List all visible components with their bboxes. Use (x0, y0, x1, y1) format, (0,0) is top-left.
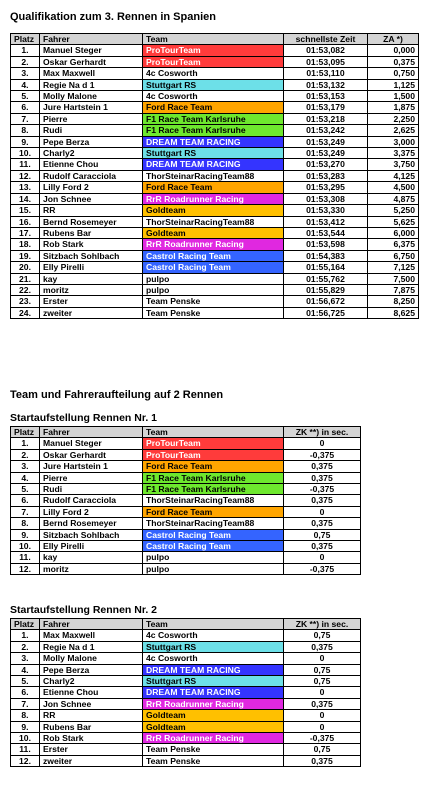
cell-fahrer: Bernd Rosemeyer (40, 518, 143, 529)
cell-fahrer: Jon Schnee (40, 698, 143, 709)
table-row (11, 653, 361, 664)
cell-platz: 14. (11, 193, 40, 204)
cell-platz: 10. (11, 148, 40, 159)
cell-team: Goldteam (143, 205, 284, 216)
table-row (11, 250, 419, 261)
cell-fahrer: moritz (40, 563, 143, 574)
table-row (11, 216, 419, 227)
cell-zk: 0,375 (284, 461, 361, 472)
cell-fahrer: zweiter (40, 307, 143, 318)
cell-platz: 4. (11, 79, 40, 90)
cell-platz: 1. (11, 630, 40, 641)
cell-platz: 15. (11, 205, 40, 216)
cell-team: ProTourTeam (143, 449, 284, 460)
cell-fahrer: kay (40, 273, 143, 284)
cell-zeit: 01:53,544 (284, 227, 368, 238)
cell-team: Stuttgart RS (143, 676, 284, 687)
cell-zk: 0,375 (284, 541, 361, 552)
cell-zk: 0,375 (284, 472, 361, 483)
cell-platz: 7. (11, 506, 40, 517)
cell-zk: 0 (284, 721, 361, 732)
cell-zk: 0 (284, 653, 361, 664)
cell-fahrer: RR (40, 205, 143, 216)
table-row (11, 307, 419, 318)
cell-fahrer: Etienne Chou (40, 159, 143, 170)
cell-team: DREAM TEAM RACING (143, 159, 284, 170)
cell-fahrer: RR (40, 710, 143, 721)
col-fahrer: Fahrer (40, 619, 143, 630)
cell-fahrer: Rob Stark (40, 733, 143, 744)
cell-team: F1 Race Team Karlsruhe (143, 472, 284, 483)
cell-platz: 18. (11, 239, 40, 250)
cell-za: 4,875 (368, 193, 419, 204)
cell-team: pulpo (143, 273, 284, 284)
col-zeit: schnellste Zeit (284, 34, 368, 45)
table-row (11, 45, 419, 56)
cell-platz: 12. (11, 755, 40, 766)
cell-za: 0,750 (368, 68, 419, 79)
cell-fahrer: Regie Na d 1 (40, 79, 143, 90)
cell-za: 8,625 (368, 307, 419, 318)
table-row (11, 159, 419, 170)
cell-fahrer: Lilly Ford 2 (40, 182, 143, 193)
cell-zk: -0,375 (284, 733, 361, 744)
cell-fahrer: Sitzbach Sohlbach (40, 250, 143, 261)
cell-zeit: 01:53,132 (284, 79, 368, 90)
cell-team: Castrol Racing Team (143, 262, 284, 273)
cell-team: 4c Cosworth (143, 91, 284, 102)
cell-fahrer: Erster (40, 744, 143, 755)
cell-team: ThorSteinarRacingTeam88 (143, 170, 284, 181)
cell-platz: 13. (11, 182, 40, 193)
table-row (11, 136, 419, 147)
cell-team: Team Penske (143, 744, 284, 755)
cell-fahrer: Elly Pirelli (40, 262, 143, 273)
cell-zeit: 01:53,249 (284, 148, 368, 159)
cell-zeit: 01:53,330 (284, 205, 368, 216)
table-row (11, 563, 361, 574)
table-row (11, 506, 361, 517)
cell-zeit: 01:53,295 (284, 182, 368, 193)
table-row (11, 541, 361, 552)
cell-za: 4,125 (368, 170, 419, 181)
cell-fahrer: Manuel Steger (40, 438, 143, 449)
cell-platz: 7. (11, 113, 40, 124)
cell-fahrer: Rudolf Caracciola (40, 495, 143, 506)
cell-platz: 17. (11, 227, 40, 238)
col-team: Team (143, 34, 284, 45)
cell-fahrer: Molly Malone (40, 653, 143, 664)
cell-zeit: 01:55,164 (284, 262, 368, 273)
cell-zk: 0,375 (284, 698, 361, 709)
cell-team: F1 Race Team Karlsruhe (143, 125, 284, 136)
cell-za: 7,500 (368, 273, 419, 284)
cell-zeit: 01:53,218 (284, 113, 368, 124)
cell-zeit: 01:53,153 (284, 91, 368, 102)
table-row (11, 641, 361, 652)
cell-zk: 0,375 (284, 495, 361, 506)
cell-platz: 7. (11, 698, 40, 709)
cell-fahrer: Elly Pirelli (40, 541, 143, 552)
table-row (11, 552, 361, 563)
table-row (11, 518, 361, 529)
cell-team: pulpo (143, 563, 284, 574)
cell-zk: 0 (284, 438, 361, 449)
cell-platz: 24. (11, 307, 40, 318)
table-row (11, 56, 419, 67)
cell-zk: -0,375 (284, 449, 361, 460)
cell-team: ThorSteinarRacingTeam88 (143, 518, 284, 529)
cell-zk: 0,375 (284, 755, 361, 766)
cell-za: 6,375 (368, 239, 419, 250)
cell-fahrer: Etienne Chou (40, 687, 143, 698)
cell-platz: 12. (11, 563, 40, 574)
cell-za: 4,500 (368, 182, 419, 193)
cell-za: 6,750 (368, 250, 419, 261)
cell-zeit: 01:53,270 (284, 159, 368, 170)
cell-zeit: 01:53,082 (284, 45, 368, 56)
table-row (11, 193, 419, 204)
table-row (11, 102, 419, 113)
cell-fahrer: Molly Malone (40, 91, 143, 102)
cell-zk: 0,75 (284, 664, 361, 675)
cell-team: 4c Cosworth (143, 68, 284, 79)
table-row (11, 205, 419, 216)
col-za: ZA *) (368, 34, 419, 45)
cell-za: 6,000 (368, 227, 419, 238)
cell-fahrer: Charly2 (40, 148, 143, 159)
cell-fahrer: Rudi (40, 484, 143, 495)
cell-platz: 2. (11, 449, 40, 460)
col-platz: Platz (11, 34, 40, 45)
cell-zeit: 01:54,383 (284, 250, 368, 261)
cell-fahrer: Regie Na d 1 (40, 641, 143, 652)
cell-fahrer: Pepe Berza (40, 136, 143, 147)
qualifying-title: Qualifikation zum 3. Rennen in Spanien (10, 11, 216, 23)
table-row (11, 148, 419, 159)
cell-platz: 12. (11, 170, 40, 181)
cell-team: ProTourTeam (143, 45, 284, 56)
cell-platz: 6. (11, 495, 40, 506)
cell-za: 1,125 (368, 79, 419, 90)
col-zk: ZK **) in sec. (284, 427, 361, 438)
cell-platz: 21. (11, 273, 40, 284)
table-row (11, 438, 361, 449)
cell-platz: 2. (11, 56, 40, 67)
table-row (11, 262, 419, 273)
cell-team: Stuttgart RS (143, 641, 284, 652)
cell-zk: 0,75 (284, 529, 361, 540)
cell-fahrer: Rudi (40, 125, 143, 136)
cell-zeit: 01:53,412 (284, 216, 368, 227)
cell-team: Goldteam (143, 227, 284, 238)
cell-team: DREAM TEAM RACING (143, 687, 284, 698)
col-team: Team (143, 427, 284, 438)
cell-zk: 0,75 (284, 744, 361, 755)
cell-team: ThorSteinarRacingTeam88 (143, 216, 284, 227)
table-row (11, 296, 419, 307)
cell-fahrer: Rubens Bar (40, 721, 143, 732)
col-fahrer: Fahrer (40, 34, 143, 45)
table-row (11, 676, 361, 687)
cell-zk: 0 (284, 506, 361, 517)
cell-zeit: 01:56,672 (284, 296, 368, 307)
table-row (11, 461, 361, 472)
cell-team: Goldteam (143, 721, 284, 732)
cell-fahrer: Oskar Gerhardt (40, 56, 143, 67)
cell-team: Ford Race Team (143, 102, 284, 113)
cell-fahrer: Rob Stark (40, 239, 143, 250)
cell-fahrer: Jure Hartstein 1 (40, 102, 143, 113)
table-row (11, 733, 361, 744)
cell-zk: 0,75 (284, 676, 361, 687)
cell-zk: 0 (284, 687, 361, 698)
cell-platz: 10. (11, 733, 40, 744)
cell-fahrer: Charly2 (40, 676, 143, 687)
cell-platz: 8. (11, 125, 40, 136)
cell-zeit: 01:53,242 (284, 125, 368, 136)
table-row (11, 284, 419, 295)
cell-za: 8,250 (368, 296, 419, 307)
table-row (11, 744, 361, 755)
cell-platz: 11. (11, 159, 40, 170)
cell-team: Castrol Racing Team (143, 541, 284, 552)
col-fahrer: Fahrer (40, 427, 143, 438)
cell-platz: 11. (11, 744, 40, 755)
cell-platz: 20. (11, 262, 40, 273)
cell-team: F1 Race Team Karlsruhe (143, 113, 284, 124)
cell-zk: 0 (284, 710, 361, 721)
cell-za: 1,875 (368, 102, 419, 113)
cell-team: Castrol Racing Team (143, 250, 284, 261)
table-row (11, 755, 361, 766)
cell-team: DREAM TEAM RACING (143, 664, 284, 675)
cell-fahrer: Erster (40, 296, 143, 307)
cell-platz: 5. (11, 484, 40, 495)
cell-zeit: 01:55,829 (284, 284, 368, 295)
table-row (11, 125, 419, 136)
cell-fahrer: moritz (40, 284, 143, 295)
cell-za: 7,125 (368, 262, 419, 273)
cell-team: ProTourTeam (143, 56, 284, 67)
cell-team: Ford Race Team (143, 506, 284, 517)
cell-team: ThorSteinarRacingTeam88 (143, 495, 284, 506)
table-row (11, 721, 361, 732)
cell-fahrer: Lilly Ford 2 (40, 506, 143, 517)
cell-zeit: 01:53,308 (284, 193, 368, 204)
cell-team: Castrol Racing Team (143, 529, 284, 540)
cell-platz: 10. (11, 541, 40, 552)
race1-title: Startaufstellung Rennen Nr. 1 (10, 412, 158, 424)
table-row (11, 472, 361, 483)
race2-header-row (11, 619, 361, 630)
cell-team: Team Penske (143, 307, 284, 318)
cell-team: Ford Race Team (143, 461, 284, 472)
cell-za: 0,375 (368, 56, 419, 67)
col-platz: Platz (11, 427, 40, 438)
cell-platz: 22. (11, 284, 40, 295)
cell-zk: 0,375 (284, 641, 361, 652)
race1-header-row (11, 427, 361, 438)
race2-table (10, 618, 361, 767)
cell-za: 5,625 (368, 216, 419, 227)
cell-team: 4c Cosworth (143, 630, 284, 641)
cell-team: RrR Roadrunner Racing (143, 698, 284, 709)
cell-fahrer: Sitzbach Sohlbach (40, 529, 143, 540)
table-row (11, 91, 419, 102)
cell-platz: 5. (11, 676, 40, 687)
cell-team: RrR Roadrunner Racing (143, 239, 284, 250)
cell-za: 5,250 (368, 205, 419, 216)
qualifying-header-row (11, 34, 419, 45)
col-platz: Platz (11, 619, 40, 630)
table-row (11, 182, 419, 193)
cell-team: DREAM TEAM RACING (143, 136, 284, 147)
cell-platz: 3. (11, 653, 40, 664)
cell-zk: -0,375 (284, 563, 361, 574)
cell-fahrer: Oskar Gerhardt (40, 449, 143, 460)
cell-fahrer: Max Maxwell (40, 630, 143, 641)
cell-zk: 0 (284, 552, 361, 563)
cell-zk: -0,375 (284, 484, 361, 495)
table-row (11, 484, 361, 495)
cell-zeit: 01:53,110 (284, 68, 368, 79)
table-row (11, 227, 419, 238)
table-row (11, 687, 361, 698)
col-zk: ZK **) in sec. (284, 619, 361, 630)
cell-platz: 6. (11, 102, 40, 113)
cell-team: pulpo (143, 552, 284, 563)
table-row (11, 529, 361, 540)
cell-za: 3,375 (368, 148, 419, 159)
cell-platz: 3. (11, 461, 40, 472)
cell-fahrer: Rudolf Caracciola (40, 170, 143, 181)
team-section-title: Team und Fahreraufteilung auf 2 Rennen (10, 389, 224, 401)
cell-team: RrR Roadrunner Racing (143, 733, 284, 744)
cell-platz: 6. (11, 687, 40, 698)
table-row (11, 68, 419, 79)
cell-platz: 8. (11, 518, 40, 529)
cell-platz: 4. (11, 664, 40, 675)
cell-team: ProTourTeam (143, 438, 284, 449)
cell-fahrer: Manuel Steger (40, 45, 143, 56)
cell-platz: 1. (11, 438, 40, 449)
cell-team: Stuttgart RS (143, 79, 284, 90)
cell-fahrer: Pierre (40, 472, 143, 483)
cell-platz: 2. (11, 641, 40, 652)
cell-za: 2,625 (368, 125, 419, 136)
table-row (11, 698, 361, 709)
cell-za: 7,875 (368, 284, 419, 295)
table-row (11, 79, 419, 90)
table-row (11, 449, 361, 460)
cell-fahrer: Rubens Bar (40, 227, 143, 238)
race1-table (10, 426, 361, 575)
cell-fahrer: zweiter (40, 755, 143, 766)
cell-fahrer: Jon Schnee (40, 193, 143, 204)
cell-platz: 3. (11, 68, 40, 79)
cell-zeit: 01:53,283 (284, 170, 368, 181)
col-team: Team (143, 619, 284, 630)
table-row (11, 273, 419, 284)
table-row (11, 170, 419, 181)
cell-zeit: 01:53,598 (284, 239, 368, 250)
cell-team: Ford Race Team (143, 182, 284, 193)
cell-zeit: 01:53,249 (284, 136, 368, 147)
cell-team: pulpo (143, 284, 284, 295)
cell-zeit: 01:53,095 (284, 56, 368, 67)
race2-title: Startaufstellung Rennen Nr. 2 (10, 604, 158, 616)
cell-zk: 0,75 (284, 630, 361, 641)
cell-platz: 9. (11, 136, 40, 147)
cell-fahrer: Max Maxwell (40, 68, 143, 79)
cell-fahrer: Bernd Rosemeyer (40, 216, 143, 227)
cell-za: 1,500 (368, 91, 419, 102)
table-row (11, 113, 419, 124)
cell-za: 3,000 (368, 136, 419, 147)
cell-zeit: 01:53,179 (284, 102, 368, 113)
cell-platz: 8. (11, 710, 40, 721)
cell-fahrer: Pepe Berza (40, 664, 143, 675)
cell-fahrer: kay (40, 552, 143, 563)
cell-platz: 9. (11, 721, 40, 732)
cell-platz: 5. (11, 91, 40, 102)
table-row (11, 630, 361, 641)
cell-platz: 9. (11, 529, 40, 540)
cell-team: Goldteam (143, 710, 284, 721)
cell-zk: 0,375 (284, 518, 361, 529)
table-row (11, 664, 361, 675)
cell-team: Stuttgart RS (143, 148, 284, 159)
cell-team: Team Penske (143, 296, 284, 307)
cell-za: 0,000 (368, 45, 419, 56)
cell-platz: 4. (11, 472, 40, 483)
cell-platz: 23. (11, 296, 40, 307)
cell-team: RrR Roadrunner Racing (143, 193, 284, 204)
qualifying-table (10, 33, 419, 319)
cell-team: Team Penske (143, 755, 284, 766)
cell-platz: 16. (11, 216, 40, 227)
cell-platz: 11. (11, 552, 40, 563)
table-row (11, 495, 361, 506)
cell-team: 4c Cosworth (143, 653, 284, 664)
table-row (11, 710, 361, 721)
cell-team: F1 Race Team Karlsruhe (143, 484, 284, 495)
cell-za: 2,250 (368, 113, 419, 124)
cell-za: 3,750 (368, 159, 419, 170)
cell-zeit: 01:56,725 (284, 307, 368, 318)
cell-zeit: 01:55,762 (284, 273, 368, 284)
table-row (11, 239, 419, 250)
cell-fahrer: Jure Hartstein 1 (40, 461, 143, 472)
cell-fahrer: Pierre (40, 113, 143, 124)
cell-platz: 19. (11, 250, 40, 261)
cell-platz: 1. (11, 45, 40, 56)
